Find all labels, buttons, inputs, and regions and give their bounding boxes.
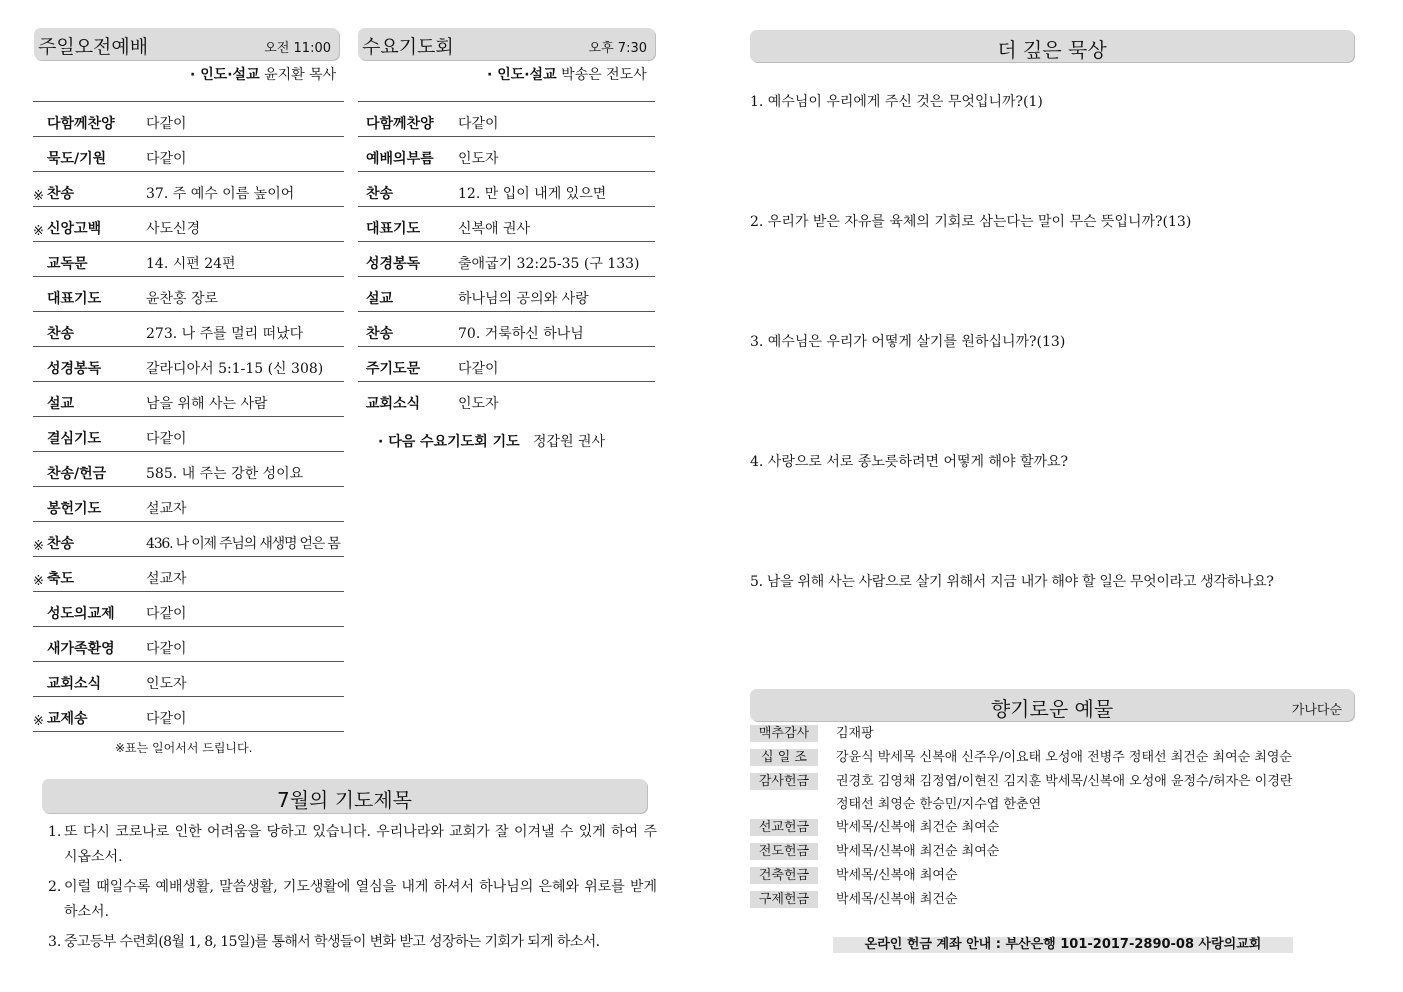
- order-label: 봉헌기도: [47, 501, 102, 517]
- meditation-header: [750, 30, 1354, 62]
- order-value: 436. 나 이제 주님의 새생명 얻은 몸: [146, 536, 340, 552]
- order-row: [33, 557, 344, 592]
- sunday-header: [34, 28, 339, 60]
- online-offering-account: 온라인 헌금 계좌 안내 : 부산은행 101-2017-2890-08 사랑의교회: [833, 937, 1293, 953]
- order-value: 윤찬홍 장로: [146, 291, 219, 307]
- sunday-time: 오전 11:00: [264, 41, 331, 56]
- order-row: [358, 207, 655, 242]
- sunday-leader-label: · 인도·설교: [190, 67, 260, 83]
- order-label: 교독문: [47, 256, 88, 272]
- order-row: [358, 312, 655, 347]
- order-value: 273. 나 주를 멀리 떠났다: [146, 326, 304, 342]
- order-row: [358, 347, 655, 382]
- order-row: [33, 312, 344, 347]
- prayer-title: 7월의 기도제목: [276, 788, 412, 812]
- stand-mark: ※: [33, 189, 44, 204]
- order-value: 12. 만 입이 내게 있으면: [458, 186, 607, 202]
- next-prayer-name: 정갑원 권사: [533, 434, 606, 450]
- order-row: [33, 347, 344, 382]
- order-label: 성도의교제: [47, 606, 115, 622]
- standing-note: ※표는 일어서서 드립니다.: [115, 741, 253, 755]
- meditation-question: 3. 예수님은 우리가 어떻게 살기를 원하십니까?(13): [750, 334, 1066, 350]
- order-label: 교회소식: [47, 676, 102, 692]
- order-label: 다함께찬양: [47, 116, 115, 132]
- order-label: 성경봉독: [366, 256, 421, 272]
- order-row: [33, 102, 344, 137]
- offering-names: 권경호 김영채 김정엽/이현진 김지훈 박세목/신복애 오성애 윤정수/허자은 이경란: [836, 774, 1293, 789]
- order-label: 설교: [366, 291, 394, 307]
- order-row: [33, 172, 344, 207]
- order-row: [358, 102, 655, 137]
- order-label: 찬송: [366, 186, 394, 202]
- prayer-header: [42, 779, 647, 813]
- order-row: [33, 382, 344, 417]
- order-label: 묵도/기원: [47, 151, 107, 167]
- order-row: [358, 137, 655, 172]
- order-value: 14. 시편 24편: [146, 256, 236, 272]
- offering-title: 향기로운 예물: [990, 697, 1114, 721]
- prayer-number: 3.: [48, 934, 62, 950]
- offering-names: 김재팡: [836, 726, 874, 741]
- order-label: 찬송: [47, 326, 75, 342]
- order-row: [33, 697, 344, 732]
- wednesday-leader-label: · 인도·설교: [487, 67, 557, 83]
- stand-mark: ※: [33, 714, 44, 729]
- prayer-number: 2.: [48, 879, 62, 895]
- order-value: 갈라디아서 5:1-15 (신 308): [146, 361, 324, 377]
- order-row: [33, 662, 344, 697]
- prayer-list: [42, 820, 657, 960]
- order-row: [33, 242, 344, 277]
- stand-mark: ※: [33, 539, 44, 554]
- offering-names: 강윤식 박세목 신복애 신주우/이요태 오성애 전병주 정태선 최건순 최여순 최영순: [836, 750, 1292, 765]
- order-value: 사도신경: [146, 221, 201, 237]
- order-row: [33, 487, 344, 522]
- order-value: 다같이: [146, 606, 187, 622]
- order-value: 다같이: [146, 151, 187, 167]
- order-value: 다같이: [146, 711, 187, 727]
- order-value: 다같이: [146, 431, 187, 447]
- order-label: 대표기도: [366, 221, 421, 237]
- offering-label: 건축헌금: [750, 867, 818, 884]
- order-label: 축도: [47, 571, 75, 587]
- order-row: [358, 242, 655, 277]
- order-value: 남을 위해 사는 사람: [146, 396, 268, 412]
- meditation-question: 4. 사랑으로 서로 종노릇하려면 어떻게 해야 할까요?: [750, 454, 1069, 470]
- prayer-item: [42, 930, 657, 955]
- order-value: 설교자: [146, 501, 187, 517]
- wednesday-time: 오후 7:30: [588, 41, 647, 56]
- order-value: 인도자: [458, 396, 499, 412]
- order-label: 찬송/헌금: [47, 466, 107, 482]
- order-label: 찬송: [47, 186, 75, 202]
- order-row: [33, 452, 344, 487]
- sunday-title: 주일오전예배: [38, 36, 149, 58]
- order-value: 585. 내 주는 강한 성이요: [146, 466, 304, 482]
- order-row: [358, 172, 655, 207]
- offering-label: 전도헌금: [750, 843, 818, 860]
- wednesday-leader-name: 박송은 전도사: [561, 67, 647, 83]
- offering-header: [750, 689, 1354, 721]
- next-wednesday-prayer: [378, 431, 605, 451]
- order-label: 다함께찬양: [366, 116, 434, 132]
- prayer-item: [42, 820, 657, 870]
- offering-sort-note: 가나다순: [1291, 703, 1342, 718]
- order-label: 성경봉독: [47, 361, 102, 377]
- order-row: [33, 277, 344, 312]
- order-value: 출애굽기 32:25-35 (구 133): [458, 256, 640, 272]
- order-label: 찬송: [366, 326, 394, 342]
- next-prayer-label: · 다음 수요기도회 기도: [378, 434, 520, 450]
- prayer-number: 1.: [48, 824, 62, 840]
- order-label: 찬송: [47, 536, 75, 552]
- order-value: 인도자: [146, 676, 187, 692]
- order-value: 설교자: [146, 571, 187, 587]
- order-row: [358, 277, 655, 312]
- order-row: [33, 137, 344, 172]
- order-label: 예배의부름: [366, 151, 434, 167]
- offering-label: 감사헌금: [750, 773, 818, 790]
- order-value: 인도자: [458, 151, 499, 167]
- order-value: 다같이: [458, 116, 499, 132]
- order-label: 새가족환영: [47, 641, 115, 657]
- wednesday-leader: [487, 64, 647, 84]
- stand-mark: ※: [33, 224, 44, 239]
- order-row: [33, 207, 344, 242]
- order-label: 대표기도: [47, 291, 102, 307]
- sunday-leader: [190, 64, 336, 84]
- offering-label: 구제헌금: [750, 891, 818, 908]
- order-value: 다같이: [146, 116, 187, 132]
- offering-label: 맥추감사: [750, 725, 818, 742]
- order-value: 신복애 권사: [458, 221, 531, 237]
- offering-names: 정태선 최영순 한승민/지수엽 한춘연: [836, 797, 1042, 812]
- offering-names: 박세목/신복애 최건순 최여순: [836, 844, 1000, 859]
- meditation-question: 2. 우리가 받은 자유를 육체의 기회로 삼는다는 말이 무슨 뜻입니까?(13): [750, 214, 1192, 230]
- order-row: [33, 522, 344, 557]
- meditation-question: 5. 남을 위해 사는 사람으로 살기 위해서 지금 내가 해야 할 일은 무엇이라고 생각하나요?: [750, 574, 1274, 590]
- order-value: 하나님의 공의와 사랑: [458, 291, 589, 307]
- prayer-text: 이럴 때일수록 예배생활, 말씀생활, 기도생활에 열심을 내게 하셔서 하나님의 은혜와 위로를 받게 하소서.: [64, 879, 657, 920]
- meditation-title: 더 깊은 묵상: [997, 38, 1107, 62]
- order-row: [358, 382, 655, 416]
- meditation-question: 1. 예수님이 우리에게 주신 것은 무엇입니까?(1): [750, 94, 1043, 110]
- order-label: 주기도문: [366, 361, 421, 377]
- offering-label: 십 일 조: [750, 749, 818, 766]
- order-value: 70. 거룩하신 하나님: [458, 326, 584, 342]
- order-row: [33, 417, 344, 452]
- prayer-item: [42, 875, 657, 925]
- offering-names: 박세목/신복애 최건순 최여순: [836, 820, 1000, 835]
- order-value: 다같이: [458, 361, 499, 377]
- order-label: 설교: [47, 396, 75, 412]
- order-row: [33, 592, 344, 627]
- wednesday-title: 수요기도회: [362, 36, 454, 58]
- order-value: 다같이: [146, 641, 187, 657]
- offering-label: 선교헌금: [750, 819, 818, 836]
- order-label: 신앙고백: [47, 221, 102, 237]
- offering-names: 박세목/신복애 최여순: [836, 868, 958, 883]
- order-label: 교제송: [47, 711, 88, 727]
- sunday-leader-name: 윤지환 목사: [264, 67, 337, 83]
- order-row: [33, 627, 344, 662]
- order-label: 교회소식: [366, 396, 421, 412]
- order-label: 결심기도: [47, 431, 102, 447]
- prayer-text: 중고등부 수련회(8월 1, 8, 15일)를 통해서 학생들이 변화 받고 성장하는 기회가 되게 하소서.: [64, 934, 600, 950]
- stand-mark: ※: [33, 574, 44, 589]
- offering-names: 박세목/신복애 최건순: [836, 892, 958, 907]
- prayer-text: 또 다시 코로나로 인한 어려움을 당하고 있습니다. 우리나라와 교회가 잘 이겨낼 수 있게 하여 주시옵소서.: [64, 824, 657, 865]
- order-value: 37. 주 예수 이름 높이어: [146, 186, 295, 202]
- wednesday-header: [358, 28, 655, 60]
